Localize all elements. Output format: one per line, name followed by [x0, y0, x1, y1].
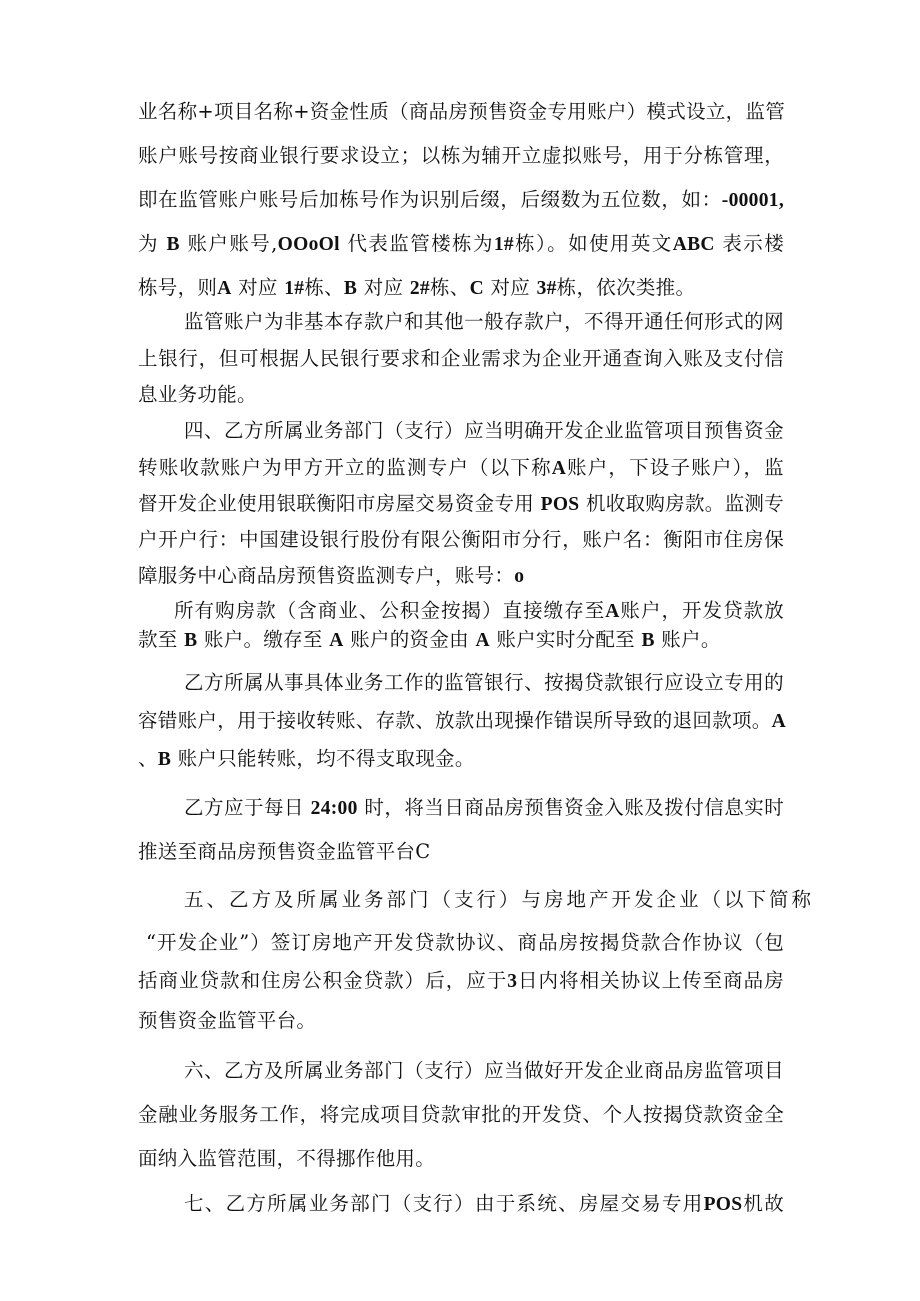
text-run: 所有购房款（含商业、公积金按揭）直接缴存至 [174, 599, 606, 622]
text-run-bold: -00001, [721, 190, 784, 211]
text-run-bold: o [514, 566, 525, 587]
text-run: 对应 [363, 276, 404, 299]
text-run: 账户账号, [187, 232, 278, 255]
text-run-bold: ABC [672, 234, 715, 255]
text-run: 即在监管账户账号后加栋号作为识别后缀，后缀数为五位数，如： [138, 188, 722, 211]
text-run: 栋、 [304, 276, 344, 299]
text-line: 息业务功能。 [138, 383, 257, 406]
text-run: 转账收款账户为甲方开立的监测专户（以下称 [138, 456, 552, 479]
text-run: 账户的资金由 [350, 628, 469, 651]
text-line [138, 274, 784, 303]
text-line [138, 626, 784, 655]
text-line [138, 967, 784, 996]
text-run: 代表监管楼栋为 [347, 232, 494, 255]
text-line: 预售资金监管平台。 [138, 1009, 317, 1032]
text-run: 账户。 [661, 628, 721, 651]
text-run-bold: POS [703, 1194, 743, 1215]
text-line: 业名称+项目名称+资金性质（商品房预售资金专用账户）模式设立，监管 [138, 100, 786, 123]
text-run: C [415, 840, 431, 863]
text-run: 七、乙方所属业务部门（支行）由于系统、房屋交易专用 [184, 1192, 704, 1215]
text-run: 括商业贷款和住房公积金贷款）后，应于 [138, 969, 508, 992]
text-run-bold: POS [540, 494, 580, 515]
text-run-bold: 1# [284, 278, 305, 299]
text-run: 时，将当日商品房预售资金入账及拨付信息实时 [364, 796, 784, 819]
text-run: 账户。缴存至 [203, 628, 323, 651]
text-run: 栋）。如使用英文 [513, 232, 673, 255]
text-run-bold: 2# [409, 278, 430, 299]
text-run: 日内将相关协议上传至商品房 [517, 969, 784, 992]
text-run-bold: OOoOl [277, 234, 340, 255]
text-line [138, 186, 784, 215]
text-run: 账户只能转账，均不得支取现金。 [177, 747, 475, 770]
text-run: 督开发企业使用银联衡阳市房屋交易资金专用 [138, 492, 535, 515]
text-run: 对应 [490, 276, 531, 299]
text-run: 容错账户，用于接收转账、存款、放款出现操作错误所导致的退回款项。 [138, 709, 772, 732]
text-line: 四、乙方所属业务部门（支行）应当明确开发企业监管项目预售资金 [184, 419, 784, 442]
text-run: 为 [138, 232, 159, 255]
text-run-bold: 3 [507, 971, 518, 992]
text-line [138, 230, 784, 259]
text-run: 推送至商品房预售资金监管平台 [138, 840, 416, 863]
text-run-bold: A [551, 458, 567, 479]
text-line: 面纳入监管范围，不得挪作他用。 [138, 1147, 436, 1170]
text-line [138, 707, 784, 736]
text-run-bold: B [343, 278, 358, 299]
text-line [138, 490, 784, 519]
text-line [138, 454, 784, 483]
text-run: 款至 [138, 628, 178, 651]
text-run: 账户，开发贷款放 [619, 599, 784, 622]
text-line: 账户账号按商业银行要求设立；以栋为辅开立虚拟账号，用于分栋管理， [138, 144, 784, 167]
text-run-bold: 3# [536, 278, 557, 299]
text-run: 机收取购房款。监测专 [585, 492, 784, 515]
text-run: 栋，依次类推。 [556, 276, 696, 299]
text-run: 对应 [238, 276, 278, 299]
text-run: 表示楼 [722, 232, 785, 255]
text-run-bold: B [641, 630, 655, 651]
text-run-bold: B [166, 234, 180, 255]
text-line: 乙方所属从事具体业务工作的监管银行、按揭贷款银行应设立专用的 [184, 671, 784, 694]
text-line [138, 562, 784, 591]
text-line: “开发企业”）签订房地产开发贷款协议、商品房按揭贷款合作协议（包 [146, 931, 784, 954]
text-run: 、 [138, 747, 158, 770]
text-run-bold: C [469, 278, 484, 299]
text-run: 乙方应于每日 [184, 796, 304, 819]
text-line: 五、乙方及所属业务部门（支行）与房地产开发企业（以下简称 [184, 888, 815, 911]
text-line [184, 1190, 784, 1219]
text-run-bold: A [329, 630, 344, 651]
text-run-bold: A [771, 711, 786, 732]
text-run: 栋号，则 [138, 276, 218, 299]
text-run-bold: 24:00 [310, 798, 358, 819]
text-run-bold: B [157, 749, 172, 770]
text-run: 栋、 [429, 276, 470, 299]
text-run-bold: A [605, 601, 620, 622]
text-run-bold: B [184, 630, 198, 651]
text-run: 机故 [742, 1192, 784, 1215]
text-line: 监管账户为非基本存款户和其他一般存款户，不得开通任何形式的网 [184, 310, 784, 333]
text-run-bold: 1# [493, 234, 514, 255]
text-run-bold: A [217, 278, 232, 299]
text-line [138, 838, 784, 866]
text-run-bold: A [475, 630, 490, 651]
text-run: 障服务中心商品房预售资监测专户，账号： [138, 564, 515, 587]
text-line: 上银行，但可根据人民银行要求和企业需求为企业开通查询入账及支付信 [138, 347, 784, 370]
text-line: 六、乙方及所属业务部门（支行）应当做好开发企业商品房监管项目 [184, 1059, 784, 1082]
text-line: 金融业务服务工作，将完成项目贷款审批的开发贷、个人按揭贷款资金全 [138, 1103, 784, 1126]
text-line [138, 745, 784, 774]
text-run: 账户实时分配至 [496, 628, 635, 651]
text-line: 户开户行：中国建设银行股份有限公衡阳市分行，账户名：衡阳市住房保 [138, 528, 784, 551]
text-run: 账户，下设子账户），监 [566, 456, 784, 479]
text-line [184, 794, 784, 823]
text-line [174, 597, 784, 626]
